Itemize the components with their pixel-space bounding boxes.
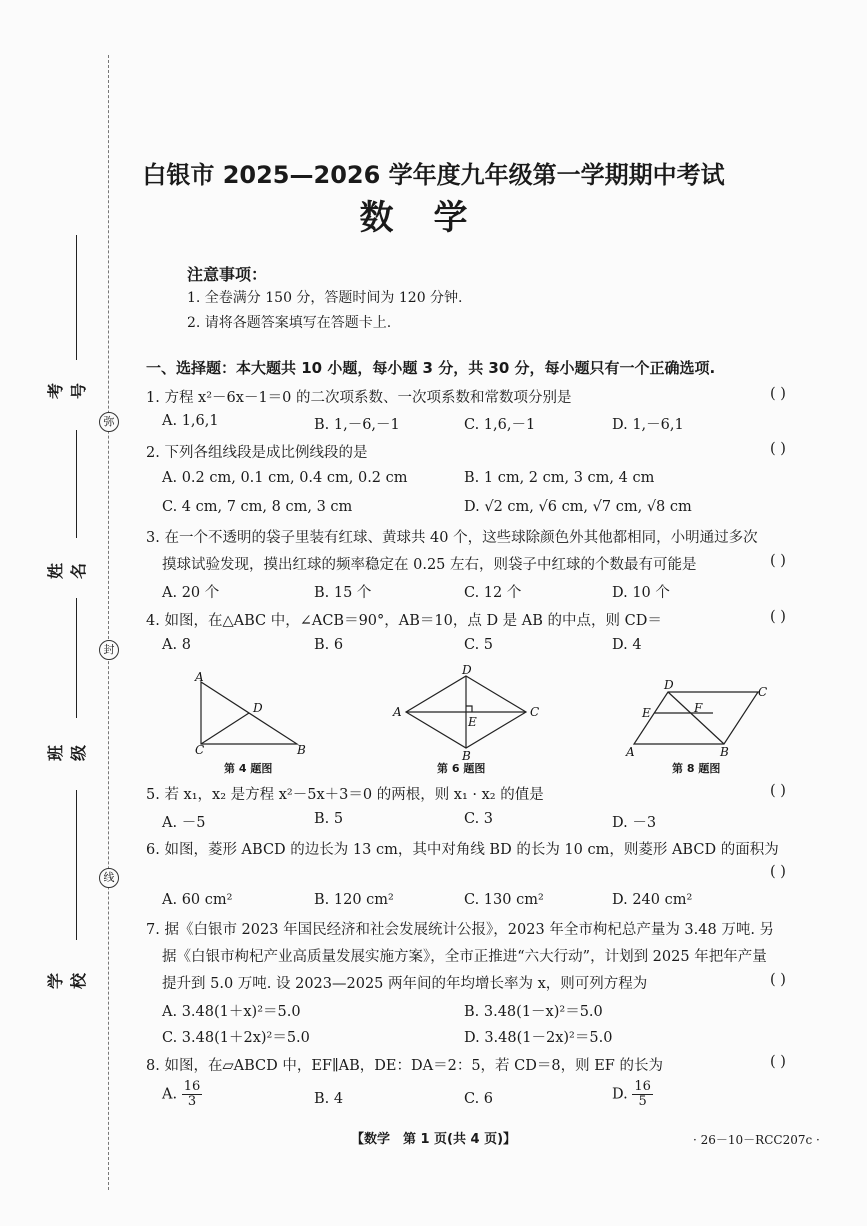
fig8-label-e: E xyxy=(642,706,651,720)
page-footer: 【数学 第 1 页(共 4 页)】 xyxy=(350,1132,517,1147)
notice-heading: 注意事项： xyxy=(187,265,268,284)
option-b: B. 1 cm, 2 cm, 3 cm, 4 cm xyxy=(464,470,655,486)
fig6-label-c: C xyxy=(530,705,540,719)
option-a: A. 3.48(1＋x)²＝5.0 xyxy=(162,1004,301,1020)
option-a: A. 60 cm² xyxy=(162,892,233,908)
answer-paren: ( ) xyxy=(770,609,786,625)
school-write-line xyxy=(76,790,77,940)
option-b: B. 1,－6,－1 xyxy=(314,417,400,433)
option-c: C. 5 xyxy=(464,637,494,653)
option-d: D. 3.48(1－2x)²＝5.0 xyxy=(464,1030,613,1046)
option-d: D. －3 xyxy=(612,815,657,831)
seal-mark-3: 线 xyxy=(99,868,119,888)
option-a: A. 20 个 xyxy=(162,585,220,601)
name-label: 姓名 xyxy=(46,563,88,580)
question-5-stem: 5. 若 x₁，x₂ 是方程 x²－5x＋3＝0 的两根，则 x₁ · x₂ 的值是 xyxy=(146,787,544,803)
answer-paren: ( ) xyxy=(770,864,786,880)
option-a xyxy=(162,1080,202,1109)
option-b: B. 3.48(1－x)²＝5.0 xyxy=(464,1004,603,1020)
option-c: C. 4 cm, 7 cm, 8 cm, 3 cm xyxy=(162,499,353,515)
option-c: C. 3.48(1＋2x)²＝5.0 xyxy=(162,1030,310,1046)
question-3-line-2: 摸球试验发现，摸出红球的频率稳定在 0.25 左右，则袋子中红球的个数最有可能是 xyxy=(162,557,697,573)
option-d: D. 4 xyxy=(612,637,642,653)
fig4-label-a: A xyxy=(195,670,204,684)
option-b: B. 5 xyxy=(314,811,344,827)
option-a: A. －5 xyxy=(162,815,206,831)
option-b: B. 120 cm² xyxy=(314,892,394,908)
question-4-stem: 4. 如图，在△ABC 中，∠ACB＝90°，AB＝10，点 D 是 AB 的中点，则 CD＝ xyxy=(146,613,662,629)
question-3-line-1: 3. 在一个不透明的袋子里装有红球、黄球共 40 个，这些球除颜色外其他都相同，小明通过多次 xyxy=(146,530,758,546)
option-b: B. 4 xyxy=(314,1091,344,1107)
notice-item: 1. 全卷满分 150 分，答题时间为 120 分钟. xyxy=(187,290,463,306)
option-b: B. 6 xyxy=(314,637,344,653)
paper-code: · 26－10－RCC207c · xyxy=(693,1133,820,1147)
answer-paren: ( ) xyxy=(770,553,786,569)
option-c: C. 130 cm² xyxy=(464,892,544,908)
exam-no-write-line xyxy=(76,235,77,360)
subject-title: 数学 xyxy=(359,198,508,238)
fig8-label-a: A xyxy=(626,745,635,759)
school-label: 学校 xyxy=(46,973,88,990)
option-d-label: D. xyxy=(612,1086,628,1103)
figure-8-parallelogram xyxy=(622,678,782,760)
fraction-denominator: 3 xyxy=(187,1094,197,1109)
option-d: D. √2 cm, √6 cm, √7 cm, √8 cm xyxy=(464,499,692,515)
seal-mark-1: 弥 xyxy=(99,412,119,432)
fig6-label-a: A xyxy=(393,705,402,719)
option-d: D. 10 个 xyxy=(612,585,670,601)
option-c: C. 6 xyxy=(464,1091,494,1107)
fig6-label-d: D xyxy=(462,664,472,677)
fraction xyxy=(182,1080,203,1109)
class-write-line xyxy=(76,598,77,718)
fig4-label-d: D xyxy=(253,701,263,715)
fig8-label-b: B xyxy=(720,745,729,759)
answer-paren: ( ) xyxy=(770,1054,786,1070)
option-c: C. 1,6,－1 xyxy=(464,417,536,433)
answer-paren: ( ) xyxy=(770,783,786,799)
fig8-label-d: D xyxy=(664,678,674,692)
option-a: A. 1,6,1 xyxy=(162,413,219,429)
option-c: C. 12 个 xyxy=(464,585,522,601)
question-1-stem: 1. 方程 x²－6x－1＝0 的二次项系数、一次项系数和常数项分别是 xyxy=(146,390,572,406)
figure-6-caption: 第 6 题图 xyxy=(437,762,486,775)
figure-8-caption: 第 8 题图 xyxy=(672,762,721,775)
answer-paren: ( ) xyxy=(770,972,786,988)
fig6-label-e: E xyxy=(468,715,477,729)
fig8-label-c: C xyxy=(758,685,768,699)
option-a: A. 8 xyxy=(162,637,191,653)
question-2-stem: 2. 下列各组线段是成比例线段的是 xyxy=(146,445,368,461)
question-7-line-1: 7. 据《白银市 2023 年国民经济和社会发展统计公报》，2023 年全市枸杞总产量为 3.48 万吨. 另 xyxy=(146,922,775,938)
fraction-denominator: 5 xyxy=(638,1094,647,1109)
exam-no-label: 考号 xyxy=(46,383,88,400)
answer-paren: ( ) xyxy=(770,386,786,402)
answer-paren: ( ) xyxy=(770,441,786,457)
option-d xyxy=(612,1080,653,1109)
fraction-numerator: 16 xyxy=(183,1079,201,1094)
fraction xyxy=(632,1080,653,1109)
fig8-label-f: F xyxy=(694,701,703,715)
section-heading: 一、选择题：本大题共 10 小题，每小题 3 分，共 30 分，每小题只有一个正确选项. xyxy=(146,359,716,377)
question-8-stem: 8. 如图，在▱ABCD 中，EF∥AB，DE：DA＝2：5，若 CD＝8，则 EF 的长为 xyxy=(146,1058,663,1074)
figure-4-caption: 第 4 题图 xyxy=(224,762,273,775)
seal-mark-2: 封 xyxy=(99,640,119,660)
option-d: D. 240 cm² xyxy=(612,892,693,908)
option-a-label: A. xyxy=(162,1086,178,1103)
question-7-line-3: 提升到 5.0 万吨. 设 2023—2025 两年间的年均增长率为 x，则可列方程为 xyxy=(162,976,648,992)
notice-item: 2. 请将各题答案填写在答题卡上. xyxy=(187,315,392,331)
question-7-line-2: 据《白银市枸杞产业高质量发展实施方案》，全市正推进“六大行动”，计划到 2025 年把年产量 xyxy=(162,949,767,965)
option-a: A. 0.2 cm, 0.1 cm, 0.4 cm, 0.2 cm xyxy=(162,470,408,486)
question-6-stem: 6. 如图，菱形 ABCD 的边长为 13 cm，其中对角线 BD 的长为 10 cm，则菱形 ABCD 的面积为 xyxy=(146,842,779,858)
class-label: 班级 xyxy=(46,745,88,762)
option-d: D. 1,－6,1 xyxy=(612,417,684,433)
fig4-label-c: C xyxy=(195,743,205,757)
figure-6-rhombus xyxy=(390,664,550,760)
figure-4-triangle xyxy=(185,668,315,758)
exam-title: 白银市 2025—2026 学年度九年级第一学期期中考试 xyxy=(142,161,725,189)
option-c: C. 3 xyxy=(464,811,494,827)
name-write-line xyxy=(76,430,77,538)
fraction-numerator: 16 xyxy=(634,1079,651,1094)
fig6-label-b: B xyxy=(462,749,471,760)
option-b: B. 15 个 xyxy=(314,585,372,601)
fig4-label-b: B xyxy=(297,743,306,757)
